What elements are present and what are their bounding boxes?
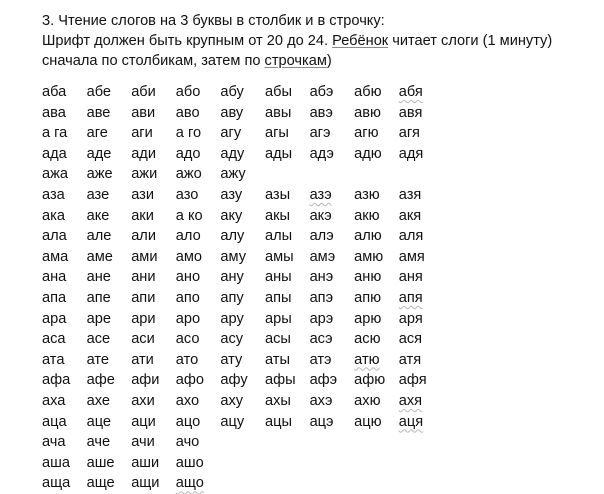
syllable-cell: анэ xyxy=(309,269,334,286)
syllable-cell: ацэ xyxy=(309,413,334,430)
reading-time-text: читает слоги (1 минуту) xyxy=(388,33,553,49)
syllable-cell: абы xyxy=(264,84,292,100)
syllable-cell: аны xyxy=(264,269,292,286)
syllable-cell: апо xyxy=(175,289,200,306)
syllable-cell: атя xyxy=(398,351,422,368)
syllable-cell: аже xyxy=(86,166,113,183)
syllable-cell: амэ xyxy=(309,248,336,265)
syllable-cell: аки xyxy=(131,207,154,224)
syllable-cell: ахе xyxy=(86,392,110,409)
syllable-cell: апа xyxy=(42,289,67,306)
syllable-cell: ата xyxy=(42,351,65,368)
syllable-cell: авы xyxy=(264,104,292,121)
syllable-cell: азе xyxy=(86,186,110,203)
syllable-cell: асо xyxy=(175,331,200,348)
syllable-cell: ахи xyxy=(131,392,155,409)
syllable-row xyxy=(42,309,443,330)
syllable-cell: афы xyxy=(264,372,296,389)
syllable-cell: ажо xyxy=(175,166,202,183)
syllable-cell: апу xyxy=(220,289,244,306)
syllable-cell: аре xyxy=(86,310,111,327)
syllable-cell: а ко xyxy=(175,207,203,224)
syllable-cell: алу xyxy=(220,228,245,245)
syllable-cell: ахо xyxy=(175,392,200,409)
syllable-cell: адо xyxy=(175,145,201,162)
syllable-cell: аци xyxy=(131,413,156,430)
syllable-cell: авя xyxy=(398,104,423,121)
syllable-cell: абю xyxy=(354,84,382,100)
syllable-cell: але xyxy=(86,228,112,245)
syllable-cell: аро xyxy=(175,310,201,327)
syllable-cell: ащи xyxy=(131,475,160,492)
syllable-cell: ака xyxy=(42,207,65,224)
syllable-cell: аба xyxy=(42,84,67,100)
syllable-cell: ази xyxy=(131,186,154,203)
syllable-cell: алэ xyxy=(309,228,334,245)
syllable-row xyxy=(42,206,443,227)
syllable-cell: атэ xyxy=(309,351,332,368)
syllable-cell: аца xyxy=(42,413,67,430)
syllable-cell: аша xyxy=(42,454,70,471)
syllable-cell: аву xyxy=(220,104,244,121)
syllable-cell: абу xyxy=(220,84,244,100)
syllable-cell: агу xyxy=(220,125,242,142)
syllable-cell: абя xyxy=(398,84,423,100)
syllable-cell: ачо xyxy=(175,434,200,451)
syllable-cell: аза xyxy=(42,186,65,203)
syllable-row xyxy=(42,453,443,474)
syllable-cell: ани xyxy=(131,269,156,286)
syllable-cell: атю xyxy=(354,351,380,368)
syllable-cell: ану xyxy=(220,269,244,286)
syllable-cell: афу xyxy=(220,372,248,389)
syllable-cell: ату xyxy=(220,351,243,368)
syllable-cell: ахэ xyxy=(309,392,333,409)
syllable-cell: абе xyxy=(86,84,112,100)
syllable-cell: ача xyxy=(42,434,66,451)
syllable-row xyxy=(42,144,443,165)
syllable-cell: агю xyxy=(354,125,379,142)
syllable-cell: ажу xyxy=(220,166,246,183)
syllable-row xyxy=(42,247,443,268)
syllable-cell: алы xyxy=(264,228,293,245)
syllable-cell: адя xyxy=(398,145,424,162)
syllable-row xyxy=(42,82,443,103)
syllable-cell: акэ xyxy=(309,207,332,224)
syllable-cell: азю xyxy=(354,186,380,203)
syllable-cell: аты xyxy=(264,351,290,368)
syllable-row xyxy=(42,164,443,185)
syllable-cell: а го xyxy=(175,125,202,142)
syllable-cell: ащо xyxy=(175,475,204,492)
syllable-cell: акя xyxy=(398,207,422,224)
syllable-cell: асы xyxy=(264,331,291,348)
syllable-cell: афи xyxy=(131,372,160,389)
underlined-word-rows: строчкам xyxy=(264,53,327,69)
syllable-cell: а га xyxy=(42,125,68,142)
syllable-cell: ахя xyxy=(398,392,423,409)
syllable-cell: али xyxy=(131,228,156,245)
syllable-cell: ана xyxy=(42,269,67,286)
syllable-row xyxy=(42,123,443,144)
syllable-row xyxy=(42,329,443,350)
syllable-cell: авэ xyxy=(309,104,333,121)
syllable-cell: ало xyxy=(175,228,201,245)
syllable-cell: аму xyxy=(220,248,246,265)
syllable-cell: аще xyxy=(86,475,115,492)
syllable-cell: арэ xyxy=(309,310,334,327)
syllable-cell: аля xyxy=(398,228,424,245)
syllable-cell: агы xyxy=(264,125,289,142)
syllable-table xyxy=(42,82,443,494)
instructions-header xyxy=(42,11,602,71)
syllable-row xyxy=(42,391,443,412)
syllable-cell: аща xyxy=(42,475,71,492)
syllable-cell: ажа xyxy=(42,166,68,183)
instructions-line-font xyxy=(42,31,602,51)
syllable-cell: ацю xyxy=(354,413,382,430)
syllable-cell: авю xyxy=(354,104,381,121)
syllable-cell: асе xyxy=(86,331,111,348)
instructions-line-order xyxy=(42,51,602,71)
syllable-cell: абэ xyxy=(309,84,334,100)
syllable-cell: ане xyxy=(86,269,111,286)
syllable-cell: апя xyxy=(398,289,423,306)
syllable-cell: аби xyxy=(131,84,156,100)
syllable-cell: аку xyxy=(220,207,243,224)
syllable-cell: ары xyxy=(264,310,292,327)
syllable-cell: ади xyxy=(131,145,156,162)
syllable-cell: ала xyxy=(42,228,67,245)
syllable-cell: агя xyxy=(398,125,420,142)
syllable-row xyxy=(42,350,443,371)
syllable-cell: аду xyxy=(220,145,245,162)
syllable-cell: аке xyxy=(86,207,110,224)
syllable-cell: арю xyxy=(354,310,382,327)
syllable-cell: ате xyxy=(86,351,110,368)
syllable-cell: аче xyxy=(86,434,111,451)
syllable-cell: ачи xyxy=(131,434,155,451)
syllable-cell: адю xyxy=(354,145,382,162)
syllable-row xyxy=(42,412,443,433)
syllable-cell: апы xyxy=(264,289,292,306)
syllable-cell: ажи xyxy=(131,166,158,183)
syllable-cell: ацу xyxy=(220,413,245,430)
syllable-row xyxy=(42,103,443,124)
syllable-cell: аця xyxy=(398,413,424,430)
syllable-cell: аги xyxy=(131,125,153,142)
syllable-cell: ари xyxy=(131,310,156,327)
syllable-cell: ара xyxy=(42,310,67,327)
syllable-cell: афо xyxy=(175,372,205,389)
syllable-cell: аху xyxy=(220,392,244,409)
syllable-cell: асэ xyxy=(309,331,333,348)
syllable-row xyxy=(42,267,443,288)
syllable-cell: афя xyxy=(398,372,427,389)
syllable-cell: азо xyxy=(175,186,199,203)
syllable-cell: амя xyxy=(398,248,425,265)
syllable-cell: афа xyxy=(42,372,71,389)
syllable-cell: ами xyxy=(131,248,158,265)
syllable-cell: афэ xyxy=(309,372,338,389)
syllable-cell: аси xyxy=(131,331,155,348)
syllable-row xyxy=(42,432,443,453)
syllable-cell: ати xyxy=(131,351,154,368)
syllable-cell: аво xyxy=(175,104,200,121)
syllable-cell: аши xyxy=(131,454,160,471)
syllable-cell: апе xyxy=(86,289,111,306)
syllable-cell: алю xyxy=(354,228,382,245)
syllable-cell: аве xyxy=(86,104,111,121)
syllable-cell: асю xyxy=(354,331,381,348)
syllable-cell: агэ xyxy=(309,125,331,142)
syllable-row xyxy=(42,226,443,247)
instructions-title xyxy=(42,11,602,31)
syllable-row xyxy=(42,288,443,309)
syllable-cell: аме xyxy=(86,248,113,265)
syllable-cell: ася xyxy=(398,331,423,348)
syllable-cell: ацы xyxy=(264,413,292,430)
syllable-cell: ава xyxy=(42,104,66,121)
syllable-cell: аха xyxy=(42,392,66,409)
syllable-cell: азы xyxy=(264,186,291,203)
font-instruction-text: Шрифт должен быть крупным от 20 до 24. xyxy=(42,33,333,49)
syllable-cell: азу xyxy=(220,186,243,203)
syllable-cell: ави xyxy=(131,104,156,121)
syllable-cell: ада xyxy=(42,145,67,162)
closing-paren: ) xyxy=(326,53,332,69)
syllable-cell: аше xyxy=(86,454,115,471)
syllable-cell: асу xyxy=(220,331,244,348)
syllable-cell: акы xyxy=(264,207,290,224)
syllable-cell: аню xyxy=(354,269,382,286)
underlined-word-child: Ребёнок xyxy=(332,33,389,49)
syllable-cell: азэ xyxy=(309,186,332,203)
syllable-cell: аде xyxy=(86,145,112,162)
syllable-cell: амо xyxy=(175,248,203,265)
syllable-cell: ахы xyxy=(264,392,291,409)
syllable-cell: аге xyxy=(86,125,108,142)
syllable-cell: ацо xyxy=(175,413,201,430)
syllable-cell: ато xyxy=(175,351,199,368)
syllable-cell: азя xyxy=(398,186,422,203)
syllable-cell: ахю xyxy=(354,392,381,409)
title-text: 3. Чтение слогов на 3 буквы в столбик и в строчку: xyxy=(42,13,385,29)
order-instruction-text: сначала по столбикам, затем по xyxy=(42,53,265,69)
syllable-row xyxy=(42,370,443,391)
syllable-cell: ашо xyxy=(175,454,204,471)
syllable-cell: афе xyxy=(86,372,115,389)
syllable-cell: адэ xyxy=(309,145,334,162)
syllable-cell: амы xyxy=(264,248,294,265)
syllable-cell: аце xyxy=(86,413,112,430)
syllable-cell: акю xyxy=(354,207,380,224)
syllable-cell: аса xyxy=(42,331,66,348)
syllable-cell: ару xyxy=(220,310,244,327)
syllable-cell: ама xyxy=(42,248,69,265)
syllable-cell: апю xyxy=(354,289,382,306)
syllable-row xyxy=(42,473,443,494)
syllable-cell: афю xyxy=(354,372,386,389)
syllable-cell: аня xyxy=(398,269,423,286)
syllable-cell: аря xyxy=(398,310,423,327)
syllable-cell: або xyxy=(175,84,201,100)
syllable-cell: амю xyxy=(354,248,384,265)
syllable-cell: апи xyxy=(131,289,156,306)
syllable-cell: ано xyxy=(175,269,201,286)
syllable-cell: апэ xyxy=(309,289,334,306)
syllable-row xyxy=(42,185,443,206)
syllable-cell: ады xyxy=(264,145,293,162)
